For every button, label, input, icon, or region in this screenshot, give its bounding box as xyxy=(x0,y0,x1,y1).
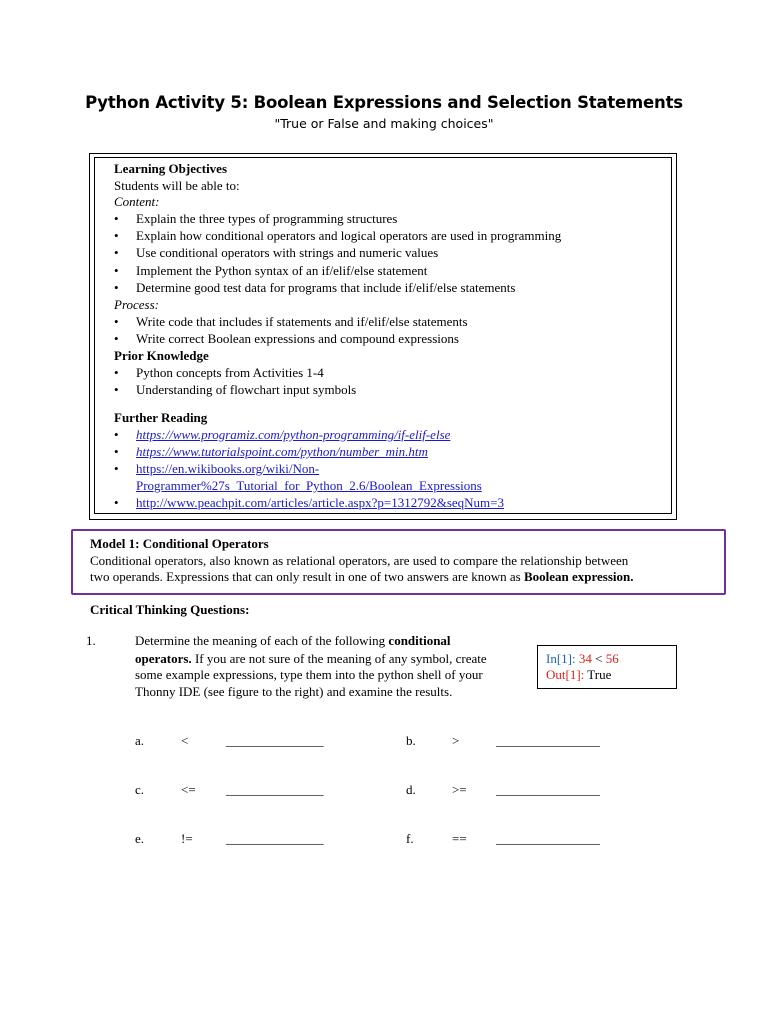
bullet-icon: • xyxy=(114,444,119,459)
question-number: 1. xyxy=(86,633,96,648)
question-line3: some example expressions, type them into the python shell of your xyxy=(135,667,483,682)
bullet-icon: • xyxy=(114,495,119,510)
prior-knowledge-heading: Prior Knowledge xyxy=(114,348,209,363)
question-line4: Thonny IDE (see figure to the right) and examine the results. xyxy=(135,684,453,699)
answer-blank[interactable]: _______________ xyxy=(226,782,324,797)
content-item: Determine good test data for programs that include if/elif/else statements xyxy=(136,280,516,295)
ctq-heading: Critical Thinking Questions: xyxy=(90,602,250,617)
bullet-icon: • xyxy=(114,365,119,380)
bullet-icon: • xyxy=(114,211,119,226)
answer-blank[interactable]: _______________ xyxy=(226,831,324,846)
operator-symbol: <= xyxy=(181,782,196,797)
reading-link-tutorialspoint[interactable]: https://www.tutorialspoint.com/python/number_min.htm xyxy=(136,444,428,459)
bullet-icon: • xyxy=(114,461,119,476)
content-item: Implement the Python syntax of an if/elif/else statement xyxy=(136,263,428,278)
bullet-icon: • xyxy=(114,280,119,295)
content-item: Use conditional operators with strings and numeric values xyxy=(136,245,439,260)
bullet-icon: • xyxy=(114,245,119,260)
content-item: Explain the three types of programming structures xyxy=(136,211,398,226)
question-line2: operators. If you are not sure of the meaning of any symbol, create xyxy=(135,651,487,666)
answer-blank[interactable]: ________________ xyxy=(496,782,600,797)
operator-symbol: < xyxy=(181,733,189,748)
prior-item: Python concepts from Activities 1-4 xyxy=(136,365,324,380)
shell-in-label: In[1]: xyxy=(546,651,576,666)
answer-blank[interactable]: ________________ xyxy=(496,831,600,846)
operator-symbol: != xyxy=(181,831,193,846)
prior-item: Understanding of flowchart input symbols xyxy=(136,382,357,397)
reading-link-peachpit[interactable]: http://www.peachpit.com/articles/article.aspx?p=1312792&seqNum=3 xyxy=(136,495,504,510)
operator-letter: a. xyxy=(135,733,145,748)
answer-blank[interactable]: ________________ xyxy=(496,733,600,748)
bullet-icon: • xyxy=(114,331,119,346)
reading-link-programiz[interactable]: https://www.programiz.com/python-programming/if-elif-else xyxy=(136,427,451,442)
process-label: Process: xyxy=(114,297,160,312)
process-item: Write correct Boolean expressions and compound expressions xyxy=(136,331,459,346)
operator-symbol: >= xyxy=(452,782,467,797)
bullet-icon: • xyxy=(114,427,119,442)
reading-link-wikibooks-cont[interactable]: Programmer%27s_Tutorial_for_Python_2.6/Boolean_Expressions xyxy=(136,478,482,493)
operator-letter: c. xyxy=(135,782,145,797)
content-label: Content: xyxy=(114,194,160,209)
content-item: Explain how conditional operators and logical operators are used in programming xyxy=(136,228,562,243)
page-title: Python Activity 5: Boolean Expressions and Selection Statements xyxy=(85,93,683,112)
shell-out-label: Out[1]: xyxy=(546,667,585,682)
bullet-icon: • xyxy=(114,263,119,278)
page-subtitle: "True or False and making choices" xyxy=(274,116,494,131)
model-text-line1: Conditional operators, also known as relational operators, are used to compare the relationship between xyxy=(90,553,629,568)
reading-link-wikibooks[interactable]: https://en.wikibooks.org/wiki/Non- xyxy=(136,461,320,476)
bullet-icon: • xyxy=(114,382,119,397)
process-item: Write code that includes if statements and if/elif/else statements xyxy=(136,314,468,329)
objectives-intro: Students will be able to: xyxy=(114,178,240,193)
operator-letter: f. xyxy=(406,831,414,846)
answer-blank[interactable]: _______________ xyxy=(226,733,324,748)
shell-input-line: In[1]: 34 < 56 xyxy=(546,651,619,666)
operator-letter: e. xyxy=(135,831,145,846)
model-text-line2: two operands. Expressions that can only result in one of two answers are known as Boolean expression. xyxy=(90,569,634,584)
operator-letter: d. xyxy=(406,782,416,797)
objectives-heading: Learning Objectives xyxy=(114,161,228,176)
operator-symbol: > xyxy=(452,733,460,748)
operator-letter: b. xyxy=(406,733,416,748)
further-reading-heading: Further Reading xyxy=(114,410,208,425)
bullet-icon: • xyxy=(114,228,119,243)
boolean-expression-term: Boolean expression. xyxy=(523,569,634,584)
shell-output-line: Out[1]: True xyxy=(546,667,612,682)
question-line1: Determine the meaning of each of the following conditional xyxy=(135,633,451,648)
model-heading: Model 1: Conditional Operators xyxy=(90,536,269,551)
operator-symbol: == xyxy=(452,831,467,846)
bullet-icon: • xyxy=(114,314,119,329)
